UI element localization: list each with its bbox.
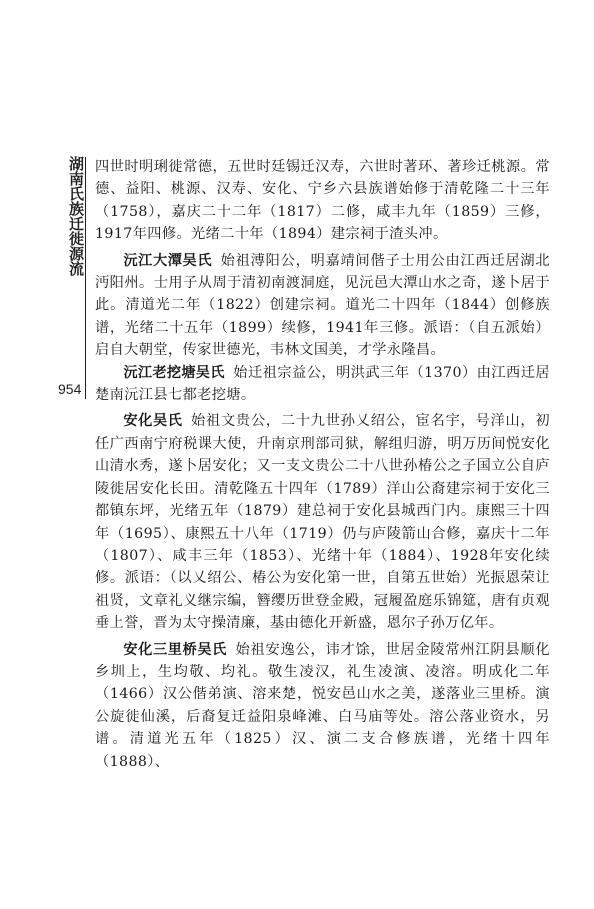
- paragraph: [95, 362, 550, 407]
- paragraph-text: 始祖安逸公，讳才馀，世居金陵常州江阴县顺化乡圳上，生均敬、均礼。敬生凌汉，礼生凌演、凌溶。明成化二年（1466）汉公偕弟演、溶来楚，悦安邑山水之美，遂落业三里桥。演公旋徙仙溪，后裔复迁益阳泉峰滩、白马庙等处。溶公落业资水，另谱。清道光五年（1825）汉、演二支合修族谱，光绪十四年（1888）、: [95, 641, 550, 770]
- vertical-rule: [85, 157, 86, 399]
- paragraph: [95, 639, 550, 773]
- paragraph-text: 始祖文贵公，二十九世孙乂绍公，宦名宇，号洋山，初任广西南宁府税课大使，升南京刑部司狱，解组归游，明万历间悦安化山清水秀，遂卜居安化；又一支文贵公二十八世孙椿公之子国立公自庐陵徙居安化长田。清乾隆五十四年（1789）洋山公裔建宗祠于安化三都镇东坪，光绪五年（1879）建总祠于安化县城西门内。康熙三十四年（1695）、康熙五十八年（1719）仍与庐陵箭山合修，嘉庆十二年（1807）、咸丰三年（1853）、光绪十年（1884）、1928年安化续修。派语：（以乂绍公、椿公为安化第一世，自第五世始）光振恩荣让祖贤，文章礼义继宗编，簪缨历世登金殿，冠履盈庭乐锦筵，唐有贞观垂上誉，晋为太守操清廉，基由德化开新盛，恩尔子孙万亿年。: [95, 413, 550, 632]
- running-title: 湖南氏族迁徙源流: [67, 156, 85, 276]
- page-number: 954: [58, 381, 82, 397]
- paragraph: [95, 410, 550, 634]
- paragraph: [95, 250, 550, 362]
- paragraph-text: 始迁祖宗益公，明洪武三年（1370）由江西迁居楚南沅江县七都老挖塘。: [95, 364, 550, 404]
- paragraph: [95, 156, 550, 246]
- paragraph-text: 四世时明琍徙常德，五世时廷锡迁汉寿，六世时著环、著珍迁桃源。常德、益阳、桃源、汉寿、安化、宁乡六县族谱始修于清乾隆二十三年（1758），嘉庆二十二年（1817）二修，咸丰九年（1859）三修，1917年四修。光绪二十年（1894）建宗祠于渣头冲。: [95, 159, 550, 243]
- body-text: [95, 156, 550, 773]
- clan-heading: 沅江大潭吴氏: [123, 252, 213, 269]
- paragraph-text: 始祖溥阳公，明嘉靖间偕子士用公由江西迁居湖北沔阳州。士用子从周于清初南渡洞庭，见沅邑大潭山水之奇，遂卜居于此。清道光二年（1822）创建宗祠。道光二十四年（1844）创修族谱，光绪二十五年（1899）续修，1941年三修。派语：（自五派始）启自大朝堂，传家世德光，韦林文国美，才学永隆昌。: [95, 252, 550, 359]
- clan-heading: 安化吴氏: [123, 413, 183, 430]
- clan-heading: 沅江老挖塘吴氏: [123, 364, 225, 381]
- clan-heading: 安化三里桥吴氏: [123, 641, 227, 658]
